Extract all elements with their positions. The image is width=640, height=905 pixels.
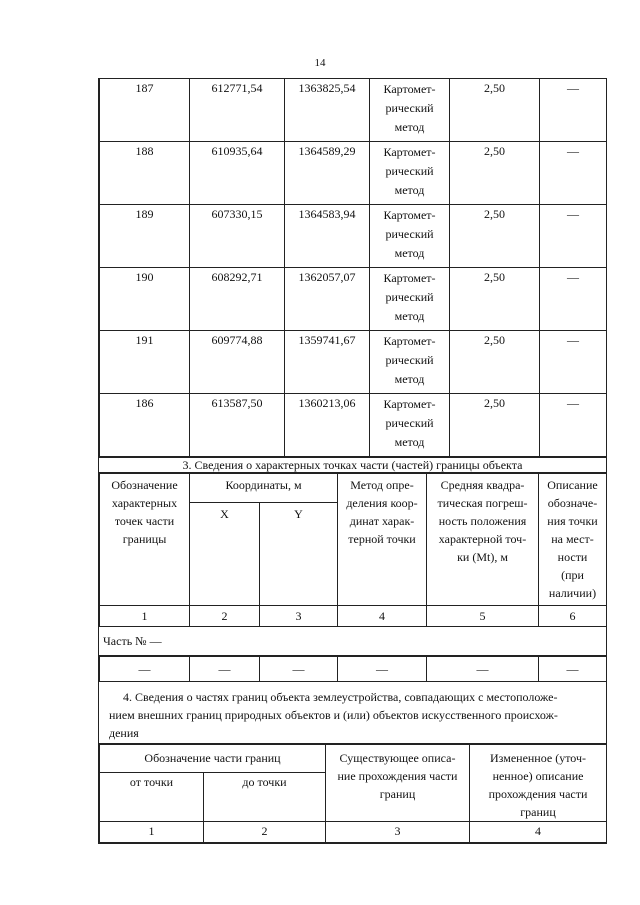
header-line: границы (122, 532, 167, 546)
y-cell: 1362057,07 (285, 268, 370, 331)
x-cell: 613587,50 (190, 394, 285, 457)
section3-dash-table (99, 656, 607, 682)
accuracy-cell: 2,50 (450, 268, 540, 331)
col-method-header (338, 474, 427, 606)
header-line: точек части (114, 514, 175, 528)
y-cell: 1364583,94 (285, 205, 370, 268)
header-line: ности (557, 550, 588, 564)
col-existing-header (326, 745, 470, 822)
dash-row-cell: — (260, 657, 338, 682)
point-cell: 188 (100, 142, 190, 205)
column-number-row-cell: 4 (470, 822, 607, 843)
section4-title (99, 682, 606, 744)
header-line: прохождения части (488, 787, 588, 801)
x-cell: 610935,64 (190, 142, 285, 205)
method-line: Картомет- (383, 208, 436, 222)
header-line: ки (Mt), м (457, 550, 508, 564)
dash-row-cell: — (190, 657, 260, 682)
desc-cell: — (540, 268, 607, 331)
col-accuracy-header (427, 474, 539, 606)
dash-row-cell: — (427, 657, 539, 682)
column-number-row (100, 606, 607, 627)
coord-row (100, 268, 607, 331)
column-number-row-cell: 1 (100, 822, 204, 843)
col-part-header: Обозначение части границ (100, 745, 326, 773)
point-cell: 187 (100, 79, 190, 142)
col-x-header: X (190, 503, 260, 606)
col-point-header (100, 474, 190, 606)
method-line: метод (394, 246, 425, 260)
coord-row (100, 394, 607, 457)
method-line: Картомет- (383, 271, 436, 285)
method-line: рический (385, 416, 434, 430)
desc-cell: — (540, 331, 607, 394)
accuracy-cell: 2,50 (450, 394, 540, 457)
method-line: рический (385, 227, 434, 241)
y-cell: 1363825,54 (285, 79, 370, 142)
header-line: Средняя квадра- (440, 478, 525, 492)
point-cell: 191 (100, 331, 190, 394)
accuracy-cell: 2,50 (450, 142, 540, 205)
column-number-row-cell: 4 (338, 606, 427, 627)
point-cell: 190 (100, 268, 190, 331)
header-line: тическая погреш- (437, 496, 528, 510)
method-line: метод (394, 435, 425, 449)
column-number-row-cell: 2 (190, 606, 260, 627)
page-number: 14 (314, 57, 326, 69)
header-line: динат харак- (349, 514, 415, 528)
header-line: (при (561, 568, 584, 582)
accuracy-cell: 2,50 (450, 205, 540, 268)
coord-row (100, 142, 607, 205)
coord-row (100, 331, 607, 394)
method-line: рический (385, 290, 434, 304)
column-number-row-cell: 3 (260, 606, 338, 627)
column-number-row (100, 822, 607, 843)
header-line: наличии) (548, 586, 597, 600)
header-line: на мест- (551, 532, 594, 546)
method-line: рический (385, 164, 434, 178)
method-cell (370, 79, 450, 142)
method-line: Картомет- (383, 334, 436, 348)
method-cell (370, 331, 450, 394)
header-line: Обозначение (111, 478, 178, 492)
header-line: характерных (111, 496, 178, 510)
method-line: Картомет- (383, 397, 436, 411)
col-changed-header (470, 745, 607, 822)
dash-row-cell: — (539, 657, 607, 682)
header-line: Существующее описа- (339, 751, 456, 765)
column-number-row-cell: 1 (100, 606, 190, 627)
coord-row (100, 79, 607, 142)
col-y-header: Y (260, 503, 338, 606)
section4-title-line2: нием внешних границ природных объектов и (или) объектов искусственного происхож- (109, 708, 558, 722)
header-line: границ (520, 805, 556, 819)
document-body (98, 78, 607, 844)
part-label: Часть № — (99, 627, 606, 656)
header-line: ния точки (547, 514, 598, 528)
method-line: Картомет- (383, 145, 436, 159)
column-number-row-cell: 6 (539, 606, 607, 627)
column-number-row-cell: 5 (427, 606, 539, 627)
header-line: границ (379, 787, 416, 801)
desc-cell: — (540, 205, 607, 268)
x-cell: 608292,71 (190, 268, 285, 331)
accuracy-cell: 2,50 (450, 79, 540, 142)
method-line: рический (385, 353, 434, 367)
method-line: метод (394, 183, 425, 197)
column-number-row-cell: 2 (204, 822, 326, 843)
dash-row-cell: — (100, 657, 190, 682)
method-line: метод (394, 372, 425, 386)
method-line: рический (385, 101, 434, 115)
y-cell: 1364589,29 (285, 142, 370, 205)
x-cell: 609774,88 (190, 331, 285, 394)
dash-row-cell: — (338, 657, 427, 682)
col-desc-header (539, 474, 607, 606)
header-line: Метод опре- (350, 478, 414, 492)
header-line: обозначе- (547, 496, 598, 510)
method-line: метод (394, 309, 425, 323)
point-cell: 186 (100, 394, 190, 457)
col-coords-header: Координаты, м (190, 474, 338, 503)
header-line: Описание (547, 478, 598, 492)
section4-title-line1: 4. Сведения о частях границ объекта землеустройства, совпадающих с местоположе- (123, 690, 558, 704)
accuracy-cell: 2,50 (450, 331, 540, 394)
header-line: ность положения (438, 514, 527, 528)
y-cell: 1359741,67 (285, 331, 370, 394)
desc-cell: — (540, 142, 607, 205)
method-cell (370, 142, 450, 205)
desc-cell: — (540, 394, 607, 457)
method-cell (370, 394, 450, 457)
coordinates-table (99, 78, 607, 457)
header-line: ненное) описание (492, 769, 584, 783)
header-line: терной точки (348, 532, 416, 546)
section4-title-line3: дения (109, 726, 139, 740)
y-cell: 1360213,06 (285, 394, 370, 457)
method-cell (370, 205, 450, 268)
method-line: метод (394, 120, 425, 134)
section4-table (99, 744, 607, 843)
coord-row (100, 205, 607, 268)
col-from-header: от точки (100, 773, 204, 822)
col-to-header: до точки (204, 773, 326, 822)
dash-row (100, 657, 607, 682)
column-number-row-cell: 3 (326, 822, 470, 843)
header-line: Измененное (уточ- (489, 751, 587, 765)
x-cell: 612771,54 (190, 79, 285, 142)
header-line: характерной точ- (438, 532, 527, 546)
x-cell: 607330,15 (190, 205, 285, 268)
header-line: ние прохождения части (337, 769, 458, 783)
section3-table (99, 473, 607, 627)
method-cell (370, 268, 450, 331)
desc-cell: — (540, 79, 607, 142)
point-cell: 189 (100, 205, 190, 268)
section3-title: 3. Сведения о характерных точках части (частей) границы объекта (99, 457, 606, 473)
header-line: деления коор- (346, 496, 418, 510)
method-line: Картомет- (383, 82, 436, 96)
